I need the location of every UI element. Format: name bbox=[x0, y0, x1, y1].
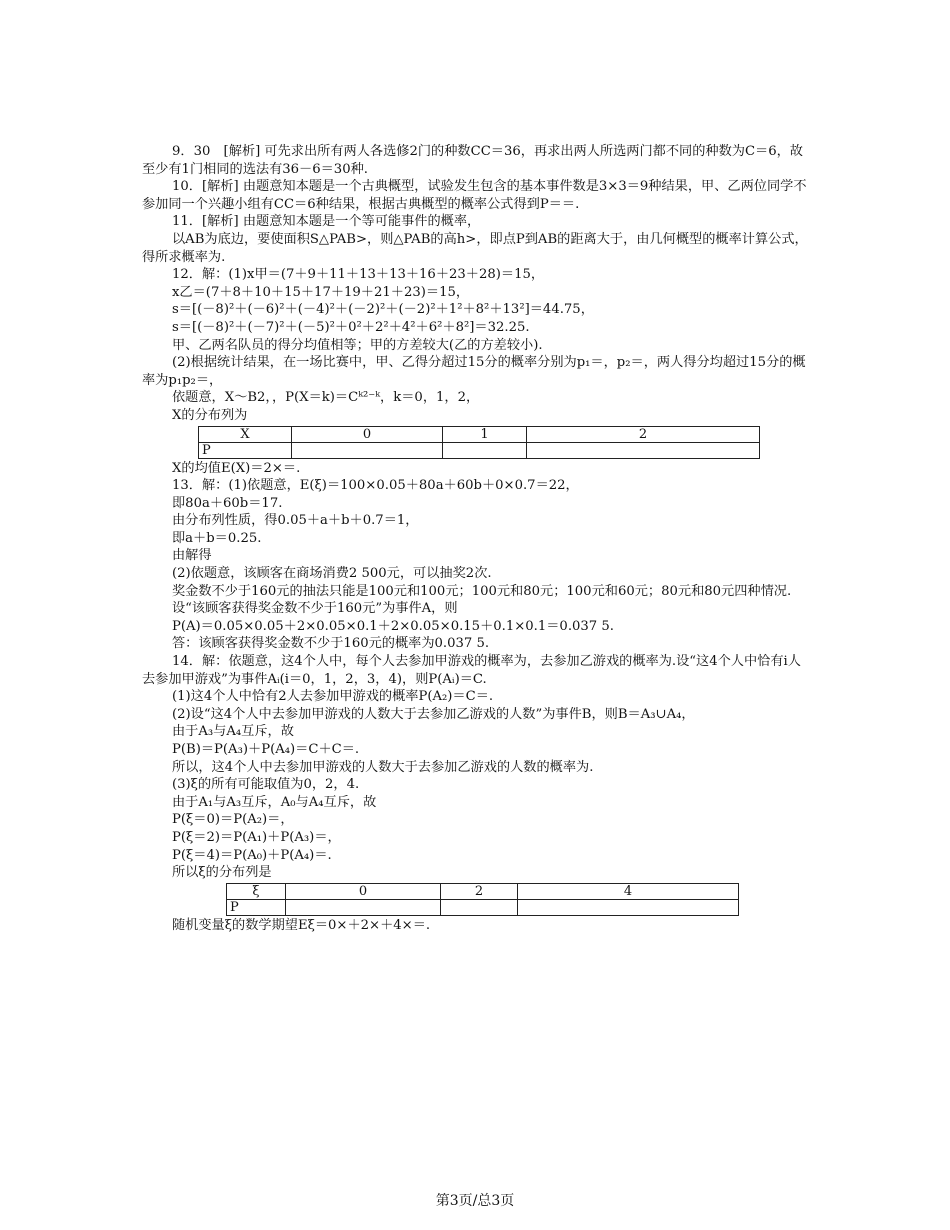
text-line: 即a＋b＝0.25. bbox=[172, 530, 262, 546]
table-cell: 4 bbox=[518, 883, 739, 899]
text-line: (1)这4个人中恰有2人去参加甲游戏的概率P(A₂)＝C＝. bbox=[172, 689, 494, 705]
text-line: 9．30 [解析] 可先求出所有两人各选修2门的种数CC＝36，再求出两人所选两门都不同的种数为C＝6，故至少有1门相同的选法有36－6＝30种. bbox=[142, 144, 803, 177]
text-line: 所以ξ的分布列是 bbox=[172, 865, 272, 881]
text-line: P(A)＝0.05×0.05＋2×0.05×0.1＋2×0.05×0.15＋0.1×0.1＝0.037 5. bbox=[172, 618, 614, 634]
page-footer: 第3页/总3页 bbox=[435, 1193, 515, 1209]
text-line: 即80a＋60b＝17. bbox=[172, 495, 283, 511]
text-line: 奖金数不少于160元的抽法只能是100元和100元；100元和80元；100元和60元；80元和80元四种情况. bbox=[172, 583, 792, 599]
text-line: (3)ξ的所有可能取值为0，2，4. bbox=[172, 777, 360, 793]
text-line: P(ξ＝2)＝P(A₁)＋P(A₃)＝， bbox=[172, 829, 341, 845]
table-cell bbox=[292, 442, 443, 458]
text-line: 随机变量ξ的数学期望Eξ＝0×＋2×＋4×＝. bbox=[172, 917, 431, 933]
text-line: 由分布列性质，得0.05＋a＋b＋0.7＝1， bbox=[172, 513, 419, 529]
text-line: 10．[解析] 由题意知本题是一个古典概型，试验发生包含的基本事件数是3×3＝9种结果，甲、乙两位同学不参加同一个兴趣小组有CC＝6种结果，根据古典概型的概率公式得到P＝＝. bbox=[142, 179, 807, 212]
text-line: 由解得 bbox=[172, 548, 212, 564]
table-cell: 0 bbox=[286, 883, 441, 899]
table-cell: ξ bbox=[227, 883, 286, 899]
text-line: x乙＝(7＋8＋10＋15＋17＋19＋21＋23)＝15， bbox=[172, 284, 470, 300]
text-line: P(ξ＝0)＝P(A₂)＝， bbox=[172, 812, 294, 828]
table-cell: 2 bbox=[527, 426, 760, 442]
table-cell: 1 bbox=[443, 426, 527, 442]
distribution-table-x bbox=[198, 426, 760, 459]
text-line: 11．[解析] 由题意知本题是一个等可能事件的概率， bbox=[172, 214, 481, 230]
table-cell: 0 bbox=[292, 426, 443, 442]
table-row bbox=[227, 899, 739, 915]
table-cell bbox=[527, 442, 760, 458]
text-line: (2)根据统计结果，在一场比赛中，甲、乙得分超过15分的概率分别为p₁＝，p₂＝，两人得分均超过15分的概率为p₁p₂＝， bbox=[142, 355, 806, 388]
text-line: 由于A₁与A₃互斥，A₀与A₄互斥，故 bbox=[172, 794, 377, 810]
table-cell bbox=[518, 899, 739, 915]
table-row bbox=[199, 426, 760, 442]
table-cell: P bbox=[199, 442, 292, 458]
table-cell: X bbox=[199, 426, 292, 442]
text-line: 答：该顾客获得奖金数不少于160元的概率为0.037 5. bbox=[172, 636, 490, 652]
text-line: X的分布列为 bbox=[172, 407, 248, 423]
table-row bbox=[227, 883, 739, 899]
solution-content bbox=[142, 143, 810, 934]
table-cell: 2 bbox=[441, 883, 518, 899]
table-cell: P bbox=[227, 899, 286, 915]
text-line: (2)依题意，该顾客在商场消费2 500元，可以抽奖2次. bbox=[172, 566, 492, 582]
text-line: 所以，这4个人中去参加甲游戏的人数大于去参加乙游戏的人数的概率为. bbox=[172, 759, 594, 775]
table-cell bbox=[443, 442, 527, 458]
text-line: 甲、乙两名队员的得分均值相等；甲的方差较大(乙的方差较小). bbox=[172, 337, 543, 353]
text-line: 设“该顾客获得奖金数不少于160元”为事件A，则 bbox=[172, 601, 458, 617]
text-line: s＝[(－8)²＋(－7)²＋(－5)²＋0²＋2²＋4²＋6²＋8²]＝32.25. bbox=[172, 319, 530, 335]
text-line: (2)设“这4个人中去参加甲游戏的人数大于去参加乙游戏的人数”为事件B，则B＝A₃∪A₄， bbox=[172, 706, 695, 722]
text-line: 由于A₃与A₄互斥，故 bbox=[172, 724, 294, 740]
text-line: P(ξ＝4)＝P(A₀)＋P(A₄)＝. bbox=[172, 847, 332, 863]
text-line: s＝[(－8)²＋(－6)²＋(－4)²＋(－2)²＋(－2)²＋1²＋8²＋13²]＝44.75， bbox=[172, 302, 594, 318]
text-line: 13．解：(1)依题意，E(ξ)＝100×0.05＋80a＋60b＋0×0.7＝22， bbox=[172, 478, 579, 494]
text-line: 12．解：(1)x甲＝(7＋9＋11＋13＋13＋16＋23＋28)＝15， bbox=[172, 267, 545, 283]
text-line: 依题意，X～B2，，P(X＝k)＝Cᵏ²⁻ᵏ，k＝0，1，2， bbox=[172, 390, 480, 406]
text-line: X的均值E(X)＝2×＝. bbox=[172, 460, 301, 476]
table-row bbox=[199, 442, 760, 458]
text-line: 14．解：依题意，这4个人中，每个人去参加甲游戏的概率为，去参加乙游戏的概率为.设“这4个人中恰有i人去参加甲游戏”为事件Aᵢ(i＝0，1，2，3，4)，则P(Aᵢ)＝C. bbox=[142, 654, 801, 687]
distribution-table-xi bbox=[226, 883, 739, 916]
text-line: P(B)＝P(A₃)＋P(A₄)＝C＋C＝. bbox=[172, 742, 360, 757]
table-cell bbox=[286, 899, 441, 915]
text-line: 以AB为底边，要使面积S△PAB>，则△PAB的高h>，即点P到AB的距离大于，由几何概型的概率计算公式，得所求概率为. bbox=[142, 231, 808, 265]
table-cell bbox=[441, 899, 518, 915]
